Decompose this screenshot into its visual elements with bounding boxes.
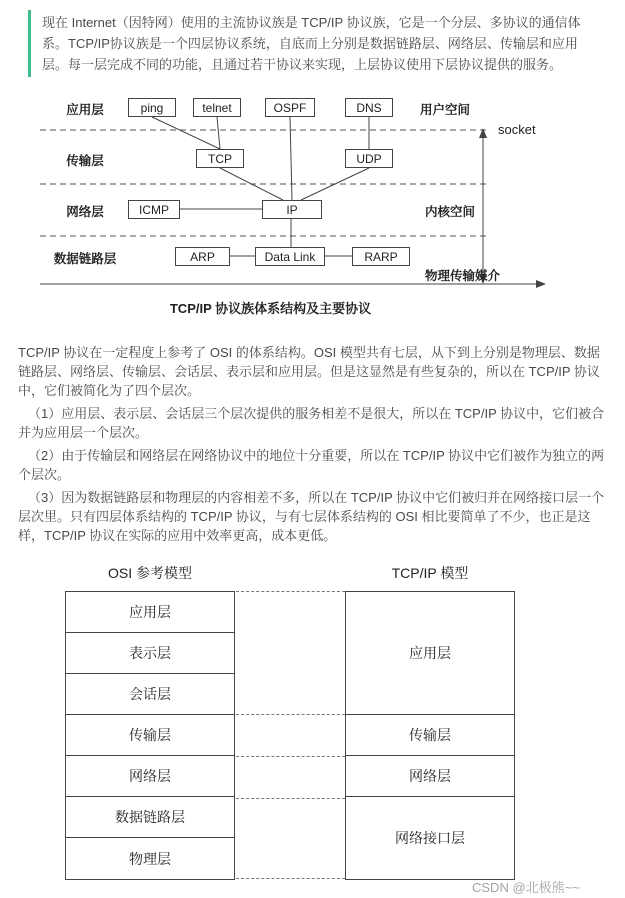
physical-media-label: 物理传输媒介	[425, 269, 501, 283]
intro-quote	[28, 10, 603, 77]
tcpip-model-table	[345, 591, 515, 880]
model-comparison	[18, 563, 607, 885]
protocol-box-telnet: telnet	[193, 98, 241, 117]
table-dashed-connector	[236, 714, 345, 715]
tcpip-model-title: TCP/IP 模型	[391, 565, 469, 581]
table-dashed-connector	[236, 798, 345, 799]
protocol-box-ospf: OSPF	[265, 98, 315, 117]
protocol-box-datalink: Data Link	[255, 247, 325, 266]
tcpip-architecture-figure	[18, 91, 607, 317]
protocol-box-icmp: ICMP	[128, 200, 180, 219]
paragraph: （1）应用层、表示层、会话层三个层次提供的服务相差不是很大，所以在 TCP/IP 协议中，它们被合并为应用层一个层次。	[18, 406, 605, 440]
tcpip-layer-cell: 网络接口层	[395, 830, 465, 846]
protocol-box-dns: DNS	[345, 98, 393, 117]
article-body	[18, 343, 607, 545]
layer-label-datalink: 数据链路层	[53, 252, 117, 266]
protocol-box-ping: ping	[128, 98, 176, 117]
osi-layer-cell: 物理层	[129, 850, 171, 867]
tcpip-architecture-diagram	[40, 91, 585, 291]
intro-quote-text: 现在 Internet（因特网）使用的主流协议族是 TCP/IP 协议族，它是一个分层、多协议的通信体系。TCP/IP协议族是一个四层协议系统，自底而上分别是数据链路层、网络层、传输层和应用层。每一层完成不同的功能，且通过若干协议来实现，上层协议使用下层协议提供的服务。	[42, 15, 581, 72]
paragraph: （2）由于传输层和网络层在网络协议中的地位十分重要，所以在 TCP/IP 协议中它们被作为独立的两个层次。	[18, 448, 605, 482]
osi-layer-cell: 会话层	[66, 674, 234, 715]
diagram-caption: TCP/IP 协议族体系结构及主要协议	[169, 301, 372, 316]
osi-model-table	[65, 591, 235, 880]
table-dashed-connector	[236, 756, 345, 757]
kernel-space-label: 内核空间	[425, 205, 476, 219]
layer-label-application: 应用层	[66, 103, 104, 117]
protocol-box-udp: UDP	[345, 149, 393, 168]
protocol-box-rarp: RARP	[352, 247, 410, 266]
layer-label-network: 网络层	[66, 205, 104, 219]
protocol-box-tcp: TCP	[196, 149, 244, 168]
csdn-watermark: CSDN @北极熊~~	[472, 880, 580, 895]
osi-layer-cell: 传输层	[66, 715, 234, 756]
osi-layer-cell: 应用层	[66, 592, 234, 633]
paragraph: TCP/IP 协议在一定程度上参考了 OSI 的体系结构。OSI 模型共有七层，从下到上分别是物理层、数据链路层、网络层、传输层、会话层、表示层和应用层。但是这显然是有些复杂的，所以在 TCP/IP 协议中，它们被简化为了四个层次。	[18, 345, 600, 398]
table-dashed-connector	[236, 591, 345, 592]
osi-layer-cell: 网络层	[66, 756, 234, 797]
user-space-label: 用户空间	[420, 103, 471, 117]
tcpip-layer-cell: 传输层	[346, 715, 514, 756]
paragraph: （3）因为数据链路层和物理层的内容相差不多，所以在 TCP/IP 协议中它们被归并在网络接口层一个层次里。只有四层体系结构的 TCP/IP 协议，与有七层体系结构的 OSI 相比要简单了不少，也正是这样，TCP/IP 协议在实际的应用中效率更高，成本更低。	[18, 490, 605, 543]
tcpip-layer-cell: 应用层	[346, 592, 514, 715]
osi-layer-cell: 数据链路层	[66, 797, 234, 838]
osi-layer-cell: 表示层	[66, 633, 234, 674]
layer-label-transport: 传输层	[66, 154, 104, 168]
protocol-box-ip: IP	[262, 200, 322, 219]
socket-label: socket	[498, 122, 536, 137]
osi-model-title: OSI 参考模型	[107, 565, 192, 581]
tcpip-layer-cell: 网络层	[346, 756, 514, 797]
table-dashed-connector	[236, 878, 345, 879]
protocol-box-arp: ARP	[175, 247, 230, 266]
